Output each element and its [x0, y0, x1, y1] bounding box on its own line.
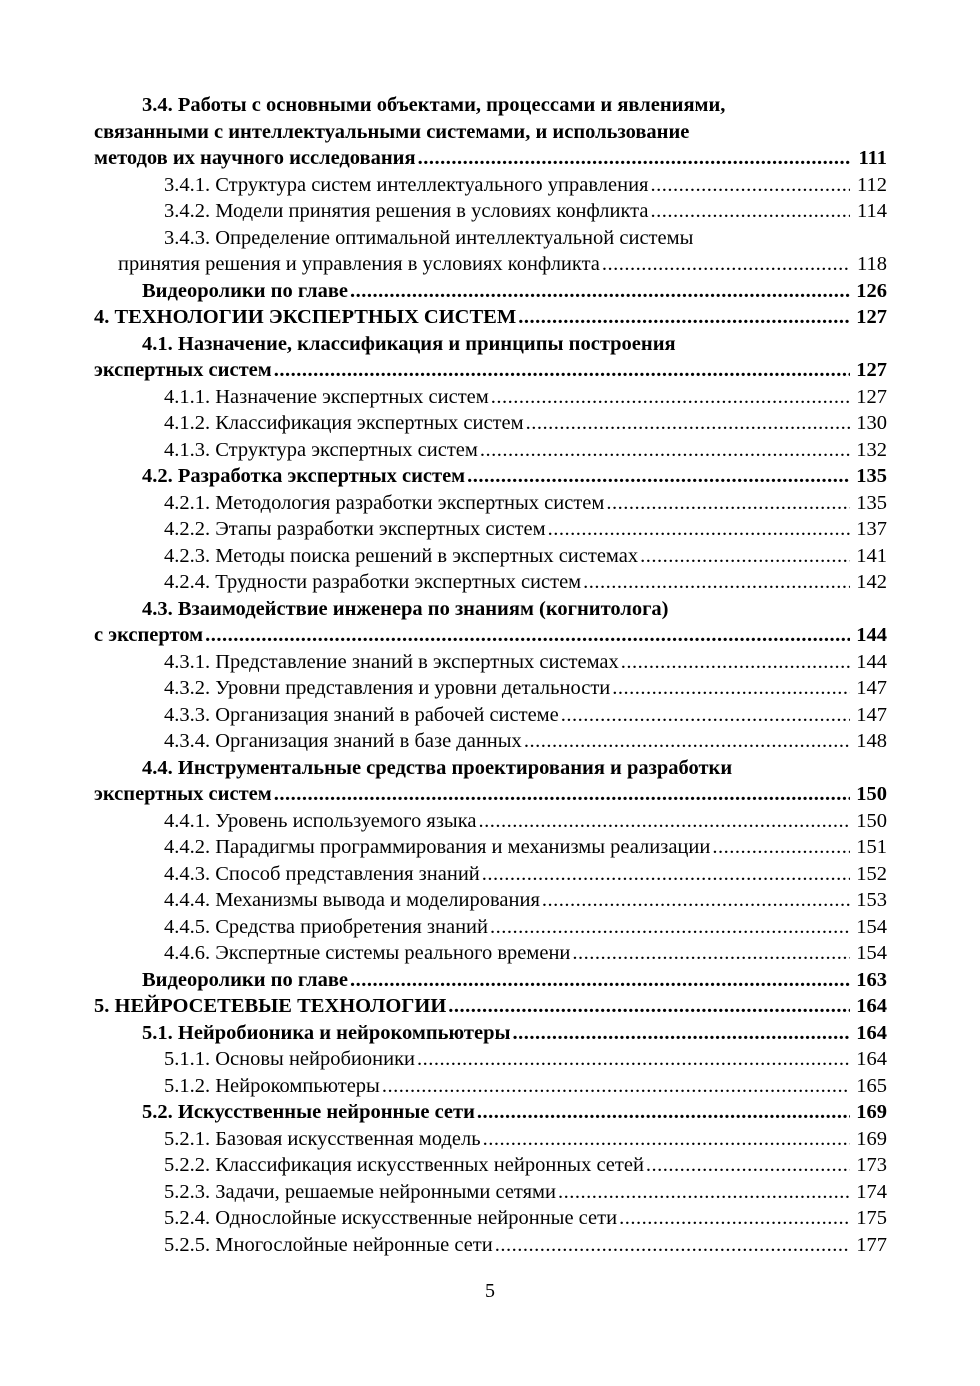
- toc-entry: [94, 384, 887, 411]
- toc-entry-page: 141: [856, 544, 887, 567]
- toc-entry-title: 5.1.1. Основы нейробионики: [164, 1048, 416, 1070]
- toc-entry-title: 5.2.4. Однослойные искусственные нейронные сети: [164, 1207, 618, 1229]
- dot-leader: [483, 1126, 850, 1153]
- toc-entry: [94, 622, 887, 649]
- toc-entry: [94, 887, 887, 914]
- dot-leader: [583, 569, 850, 596]
- toc-entry-title: 3.4.1. Структура систем интеллектуального управления: [164, 173, 649, 196]
- dot-leader: [558, 1179, 850, 1206]
- dot-leader: [482, 861, 850, 888]
- toc-entry-title: связанными с интеллектуальными системами, и использование: [94, 120, 690, 143]
- toc-entry: [94, 675, 887, 702]
- toc-entry-title: 5.2.1. Базовая искусственная модель: [164, 1127, 481, 1150]
- dot-leader: [621, 649, 850, 676]
- toc-entry: [94, 569, 887, 596]
- dot-leader: [477, 1099, 850, 1126]
- toc-entry: [94, 1046, 887, 1073]
- dot-leader: [478, 808, 850, 835]
- page-number: 5: [485, 1280, 495, 1302]
- dot-leader: [518, 304, 850, 331]
- toc-entry: [94, 172, 887, 199]
- toc-entry-title: 4.4.6. Экспертные системы реального времени: [164, 942, 571, 964]
- toc-entry-page: 154: [856, 915, 887, 938]
- toc-entry-title: 5.2.5. Многослойные нейронные сети: [164, 1233, 493, 1256]
- toc-entry-page: 177: [856, 1233, 887, 1256]
- toc-entry: [94, 516, 887, 543]
- toc-entry-title: экспертных систем: [94, 359, 272, 381]
- dot-leader: [650, 198, 850, 225]
- toc-entry-title: принятия решения и управления в условиях конфликта: [118, 253, 600, 275]
- toc-entry-page: 164: [856, 1048, 887, 1070]
- toc-entry-title: 4.1.3. Структура экспертных систем: [164, 438, 478, 461]
- toc-entry-page: 164: [856, 1021, 887, 1044]
- toc-entry: [94, 357, 887, 384]
- toc-entry-page: 150: [856, 783, 887, 805]
- toc-entry-title: Видеоролики по главе: [142, 968, 349, 991]
- dot-leader: [448, 993, 850, 1020]
- toc-entry-title: 4.1.2. Классификация экспертных систем: [164, 412, 524, 434]
- toc-entry-page: 144: [856, 624, 887, 646]
- toc-entry: [94, 225, 887, 252]
- dot-leader: [646, 1152, 850, 1179]
- toc-entry-title: методов их научного исследования: [94, 147, 416, 169]
- toc-entry-page: 173: [856, 1154, 887, 1176]
- toc-entry-page: 152: [856, 862, 887, 885]
- toc-entry-title: 4.2.4. Трудности разработки экспертных систем: [164, 571, 582, 593]
- dot-leader: [480, 437, 850, 464]
- toc-entry-title: 4.4.4. Механизмы вывода и моделирования: [164, 889, 540, 911]
- toc-entry-title: 4.2.1. Методология разработки экспертных систем: [164, 491, 605, 514]
- toc-entry-page: 135: [856, 491, 887, 514]
- toc-entry-page: 127: [856, 359, 887, 381]
- toc-entry: [94, 728, 887, 755]
- toc-entry-page: 127: [856, 306, 887, 328]
- toc-entry: [94, 145, 887, 172]
- toc-entry-title: 3.4.2. Модели принятия решения в условиях конфликта: [164, 200, 649, 222]
- toc-entry-page: 165: [856, 1074, 887, 1097]
- toc-entry-page: 154: [856, 942, 887, 964]
- dot-leader: [650, 172, 850, 199]
- toc-entry: [94, 304, 887, 331]
- dot-leader: [712, 834, 850, 861]
- dot-leader: [417, 1046, 850, 1073]
- toc-entry: [94, 1179, 887, 1206]
- toc-entry: [94, 914, 887, 941]
- toc-entry: [94, 1020, 887, 1047]
- dot-leader: [274, 357, 850, 384]
- toc-entry: [94, 993, 887, 1020]
- toc-entry-title: 5. НЕЙРОСЕТЕВЫЕ ТЕХНОЛОГИИ: [94, 995, 447, 1017]
- toc-entry-page: 148: [856, 730, 887, 752]
- toc-entry-page: 163: [856, 968, 887, 991]
- toc-entry-title: 5.2. Искусственные нейронные сети: [142, 1101, 475, 1123]
- toc-entry: [94, 781, 887, 808]
- dot-leader: [418, 145, 850, 172]
- toc-entry-page: 144: [856, 650, 887, 673]
- toc-entry: [94, 490, 887, 517]
- toc-entry-title: 4.3.3. Организация знаний в рабочей системе: [164, 703, 559, 726]
- toc-entry-title: 4. ТЕХНОЛОГИИ ЭКСПЕРТНЫХ СИСТЕМ: [94, 306, 517, 328]
- toc-entry-title: 5.1. Нейробионика и нейрокомпьютеры: [142, 1021, 511, 1044]
- toc-entry: [94, 198, 887, 225]
- toc-entry-page: 114: [857, 200, 887, 222]
- dot-leader: [612, 675, 850, 702]
- toc-entry-title: 4.4.2. Парадигмы программирования и механизмы реализации: [164, 836, 711, 858]
- toc-entry: [94, 251, 887, 278]
- toc-entry-title: 4.3. Взаимодействие инженера по знаниям (когнитолога): [142, 597, 669, 620]
- toc-entry: [94, 463, 887, 490]
- toc-entry-page: 142: [856, 571, 887, 593]
- dot-leader: [490, 914, 850, 941]
- toc-entry: [94, 437, 887, 464]
- dot-leader: [572, 940, 850, 967]
- toc-entry-title: 4.4.5. Средства приобретения знаний: [164, 915, 488, 938]
- dot-leader: [205, 622, 850, 649]
- dot-leader: [274, 781, 850, 808]
- toc-entry: [94, 1205, 887, 1232]
- toc-entry: [94, 702, 887, 729]
- toc-entry: [94, 1126, 887, 1153]
- toc-entry-title: экспертных систем: [94, 783, 272, 805]
- toc-entry-page: 118: [857, 253, 887, 275]
- toc-entry-title: 4.3.2. Уровни представления и уровни детальности: [164, 677, 611, 699]
- dot-leader: [561, 702, 850, 729]
- dot-leader: [467, 463, 850, 490]
- toc-entry-page: 175: [856, 1207, 887, 1229]
- toc-entry-title: 4.3.1. Представление знаний в экспертных системах: [164, 650, 619, 673]
- toc-entry: [94, 1232, 887, 1259]
- dot-leader: [350, 278, 850, 305]
- toc-entry: [94, 861, 887, 888]
- toc-entry: [94, 410, 887, 437]
- toc-entry-title: 4.2.2. Этапы разработки экспертных систем: [164, 518, 546, 540]
- toc-entry: [94, 331, 887, 358]
- toc-entry: [94, 649, 887, 676]
- toc-entry-page: 130: [856, 412, 887, 434]
- toc-entry-page: 150: [856, 809, 887, 832]
- toc-entry-page: 169: [856, 1127, 887, 1150]
- toc-entry-title: 3.4.3. Определение оптимальной интеллектуальной системы: [164, 226, 694, 249]
- dot-leader: [382, 1073, 850, 1100]
- toc-entry-title: 5.1.2. Нейрокомпьютеры: [164, 1074, 380, 1097]
- dot-leader: [542, 887, 850, 914]
- toc-entry-title: 4.1.1. Назначение экспертных систем: [164, 385, 489, 408]
- toc-entry-title: 4.1. Назначение, классификация и принципы построения: [142, 332, 676, 355]
- toc-entry-page: 174: [856, 1180, 887, 1203]
- table-of-contents: [94, 92, 887, 1258]
- toc-entry-title: 4.2.3. Методы поиска решений в экспертных системах: [164, 544, 639, 567]
- toc-entry: [94, 92, 887, 119]
- toc-entry-page: 127: [856, 385, 887, 408]
- toc-entry-page: 137: [856, 518, 887, 540]
- toc-entry-title: 5.2.2. Классификация искусственных нейронных сетей: [164, 1154, 644, 1176]
- toc-entry-page: 164: [856, 995, 887, 1017]
- dot-leader: [526, 410, 850, 437]
- toc-entry: [94, 967, 887, 994]
- toc-entry: [94, 834, 887, 861]
- toc-entry: [94, 119, 887, 146]
- toc-entry-page: 135: [856, 465, 887, 487]
- toc-entry: [94, 543, 887, 570]
- toc-entry: [94, 755, 887, 782]
- dot-leader: [524, 728, 850, 755]
- dot-leader: [491, 384, 850, 411]
- dot-leader: [602, 251, 850, 278]
- dot-leader: [513, 1020, 851, 1047]
- toc-entry-title: 4.2. Разработка экспертных систем: [142, 465, 466, 487]
- dot-leader: [548, 516, 850, 543]
- toc-entry-page: 126: [856, 279, 887, 302]
- toc-entry: [94, 596, 887, 623]
- toc-entry-title: 4.3.4. Организация знаний в базе данных: [164, 730, 522, 752]
- toc-entry-page: 111: [858, 147, 887, 169]
- dot-leader: [606, 490, 850, 517]
- dot-leader: [640, 543, 850, 570]
- toc-entry-title: Видеоролики по главе: [142, 279, 349, 302]
- toc-entry-page: 132: [856, 438, 887, 461]
- dot-leader: [495, 1232, 850, 1259]
- toc-entry-title: 4.4. Инструментальные средства проектирования и разработки: [142, 756, 733, 779]
- toc-entry-title: с экспертом: [94, 624, 204, 646]
- toc-entry-title: 3.4. Работы с основными объектами, процессами и явлениями,: [142, 94, 726, 116]
- toc-entry-title: 4.4.1. Уровень используемого языка: [164, 809, 477, 832]
- toc-entry-page: 147: [856, 677, 887, 699]
- toc-entry-title: 4.4.3. Способ представления знаний: [164, 862, 480, 885]
- toc-entry: [94, 808, 887, 835]
- toc-entry-page: 169: [856, 1101, 887, 1123]
- toc-entry: [94, 1099, 887, 1126]
- toc-entry-title: 5.2.3. Задачи, решаемые нейронными сетями: [164, 1180, 556, 1203]
- toc-entry: [94, 940, 887, 967]
- toc-entry-page: 147: [856, 703, 887, 726]
- toc-entry: [94, 278, 887, 305]
- toc-entry-page: 151: [856, 836, 887, 858]
- toc-entry-page: 112: [857, 173, 887, 196]
- toc-entry: [94, 1073, 887, 1100]
- toc-entry: [94, 1152, 887, 1179]
- toc-entry-page: 153: [856, 889, 887, 911]
- dot-leader: [350, 967, 850, 994]
- dot-leader: [619, 1205, 850, 1232]
